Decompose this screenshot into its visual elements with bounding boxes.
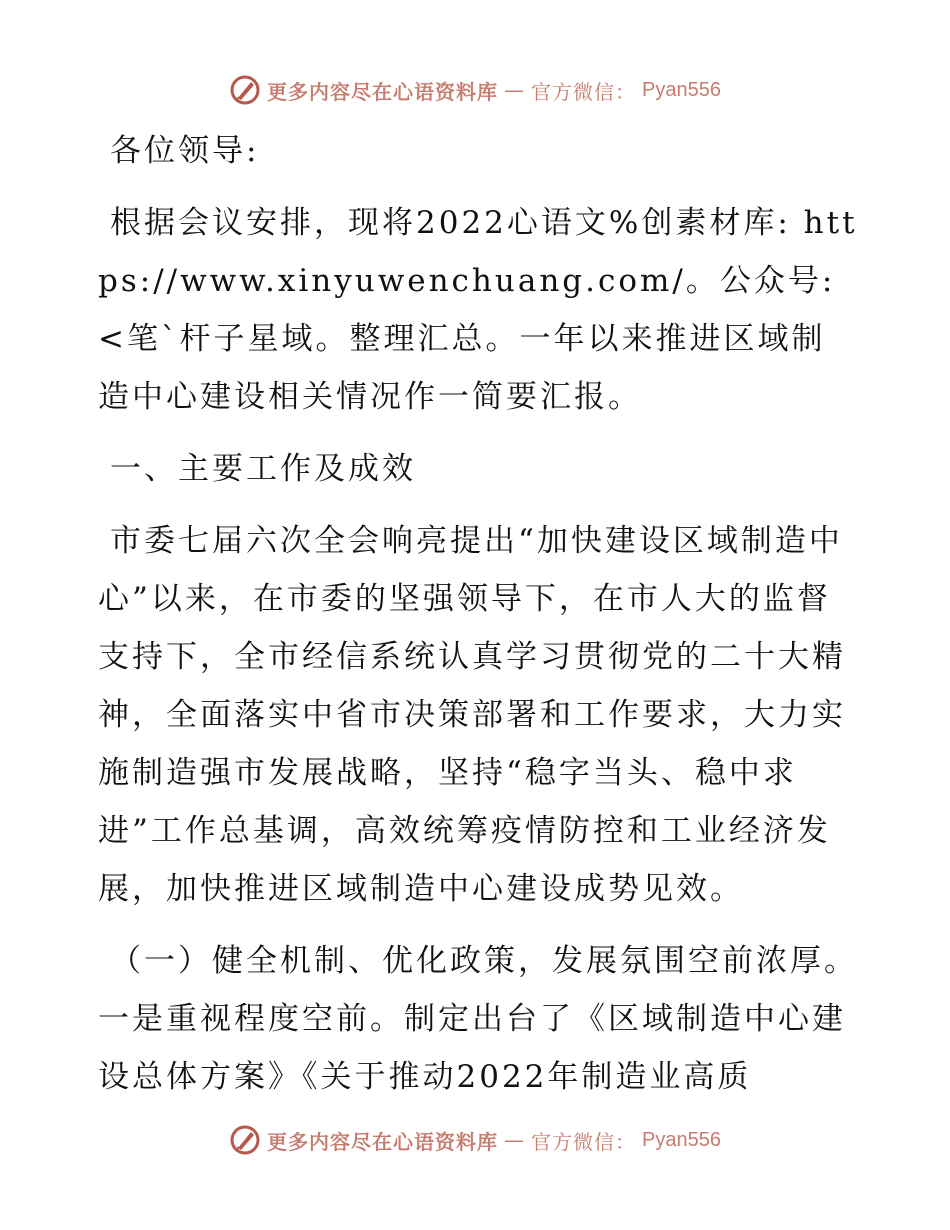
watermark-wechat-id: Pyan556: [642, 1128, 721, 1151]
quill-logo-icon: [229, 74, 261, 106]
section-body-paragraph: 市委七届六次全会响亮提出“加快建设区域制造中心”以来，在市委的坚强领导下，在市人大的监督支持下，全市经信系统认真学习贯彻党的二十大精神，全面落实中省市决策部署和工作要求，大力实施制造强市发展战略，坚持“稳字当头、稳中求进”工作总基调，高效统筹疫情防控和工业经济发展，加快推进区域制造中心建设成势见效。: [98, 523, 846, 907]
watermark-main-text: 更多内容尽在心语资料库: [267, 1129, 499, 1154]
greeting: 各位领导:: [110, 133, 260, 169]
quill-logo-icon: [229, 1124, 261, 1156]
intro-paragraph: 根据会议安排，现将2022心语文%创素材库: https://www.xinyuwenchuang.com/。公众号: <笔`杆子星域。整理汇总。一年以来推进区域制造中心建设相关情况作一简要汇报。: [98, 205, 858, 415]
watermark-footer: [0, 1120, 950, 1160]
watermark-dash: —: [504, 78, 526, 102]
section-heading: 一、主要工作及成效: [110, 451, 416, 487]
watermark-dash: —: [504, 1128, 526, 1152]
watermark-sub-text: 官方微信：: [531, 79, 637, 104]
watermark-main-text: 更多内容尽在心语资料库: [267, 79, 499, 104]
watermark-header: [0, 70, 950, 110]
subsection-paragraph: （一）健全机制、优化政策，发展氛围空前浓厚。一是重视程度空前。制定出台了《区域制造中心建设总体方案》《关于推动2022年制造业高质: [98, 943, 858, 1095]
watermark-sub-text: 官方微信：: [531, 1129, 637, 1154]
watermark-wechat-id: Pyan556: [642, 78, 721, 101]
document-body: [98, 122, 858, 1106]
